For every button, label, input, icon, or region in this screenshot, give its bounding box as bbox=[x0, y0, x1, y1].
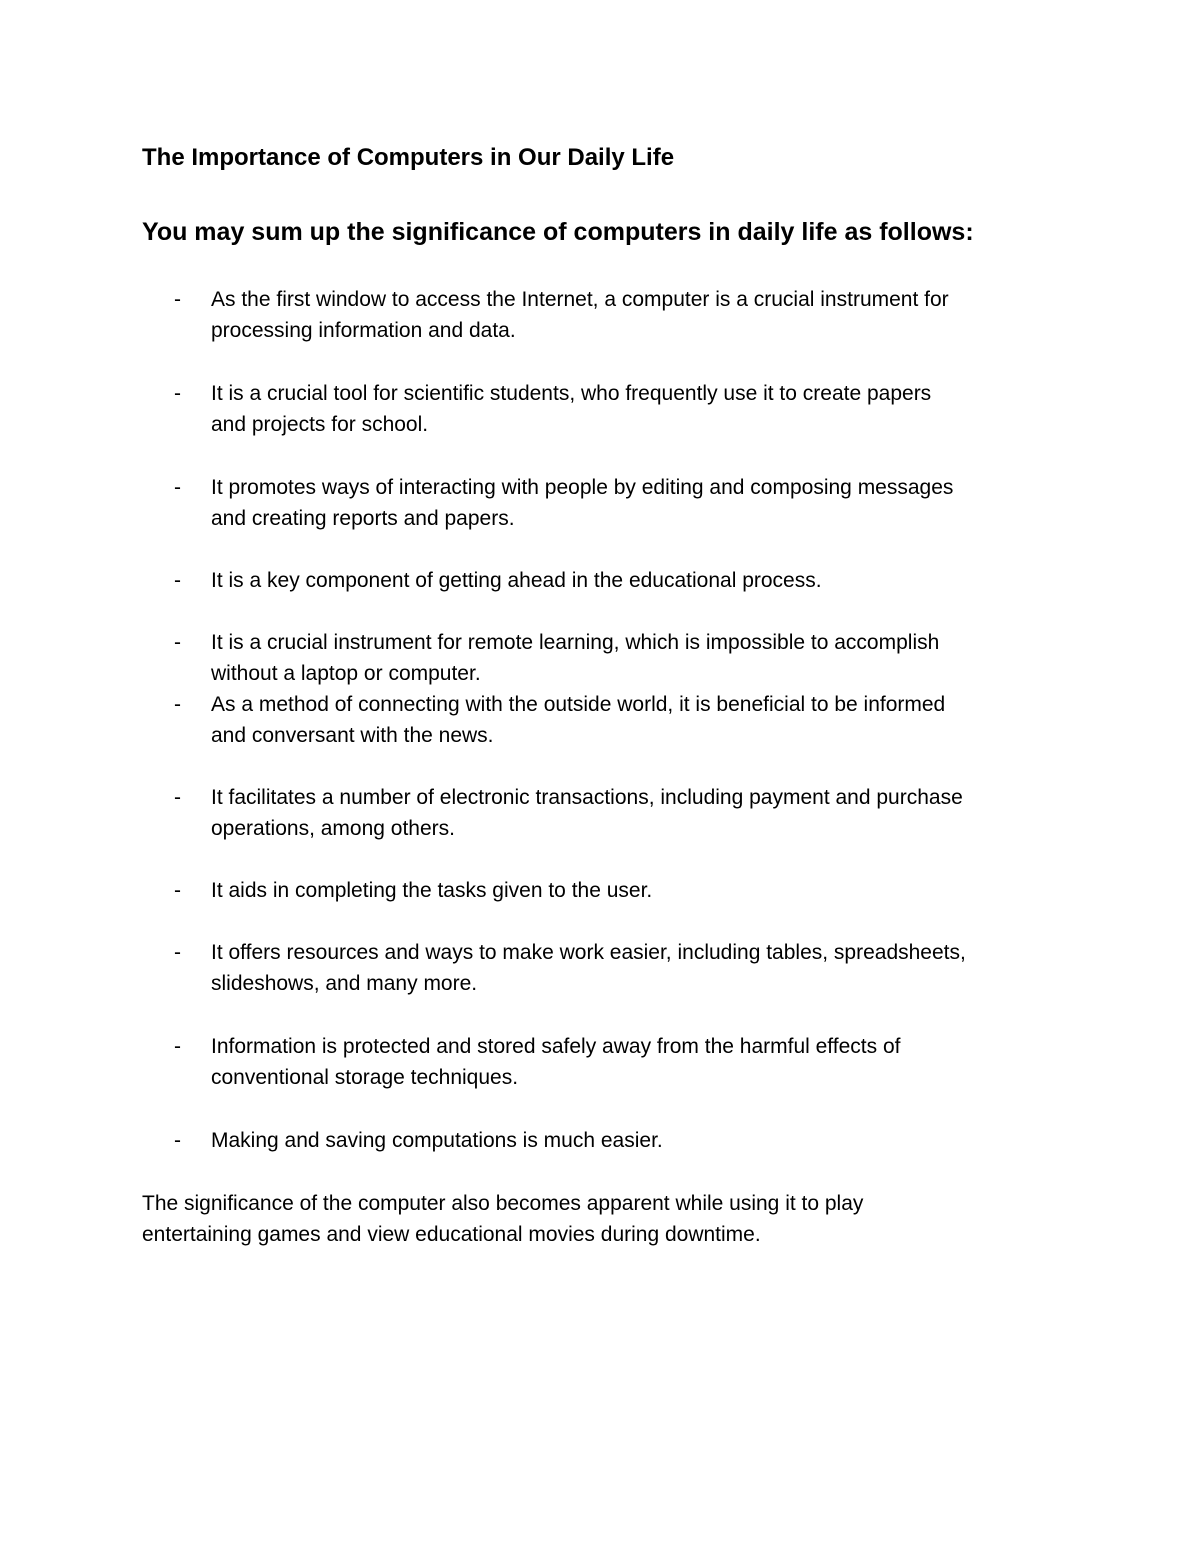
list-item-text bbox=[211, 472, 1071, 534]
list-item-text bbox=[211, 1125, 1071, 1156]
list-item-text bbox=[211, 875, 1071, 906]
bullet-dash: - bbox=[174, 941, 181, 964]
list-item-line: without a laptop or computer. bbox=[211, 662, 481, 685]
list-item-line: operations, among others. bbox=[211, 817, 455, 840]
list-item-line: conventional storage techniques. bbox=[211, 1066, 519, 1089]
bullet-dash: - bbox=[174, 1035, 181, 1058]
list-item-line: As the first window to access the Internet, a computer is a crucial instrument for bbox=[211, 288, 949, 311]
bullet-dash: - bbox=[174, 693, 181, 716]
list-item-text bbox=[211, 627, 1071, 689]
list-item-line: As a method of connecting with the outside world, it is beneficial to be informed bbox=[211, 693, 946, 716]
list-item-line: It is a crucial instrument for remote learning, which is impossible to accomplish bbox=[211, 631, 940, 654]
list-item-line: Making and saving computations is much easier. bbox=[211, 1129, 663, 1152]
list-item-line: and conversant with the news. bbox=[211, 724, 494, 747]
bullet-dash: - bbox=[174, 786, 181, 809]
list-item-line: Information is protected and stored safely away from the harmful effects of bbox=[211, 1035, 901, 1058]
list-item-line: It is a crucial tool for scientific students, who frequently use it to create papers bbox=[211, 382, 932, 405]
list-item-text bbox=[211, 689, 1071, 751]
list-item-line: It aids in completing the tasks given to the user. bbox=[211, 879, 653, 902]
list-item-text bbox=[211, 565, 1071, 596]
list-item-line: It facilitates a number of electronic transactions, including payment and purchase bbox=[211, 786, 963, 809]
list-item-text bbox=[211, 782, 1071, 844]
bullet-dash: - bbox=[174, 382, 181, 405]
closing-paragraph bbox=[142, 1188, 1002, 1250]
list-item-text bbox=[211, 1031, 1071, 1093]
page-title: The Importance of Computers in Our Daily Life bbox=[142, 144, 675, 171]
bullet-dash: - bbox=[174, 879, 181, 902]
bullet-dash: - bbox=[174, 631, 181, 654]
list-item-line: and creating reports and papers. bbox=[211, 507, 515, 530]
bullet-dash: - bbox=[174, 1129, 181, 1152]
list-item-line: It promotes ways of interacting with people by editing and composing messages bbox=[211, 476, 954, 499]
bullet-dash: - bbox=[174, 476, 181, 499]
closing-line: The significance of the computer also becomes apparent while using it to play bbox=[142, 1192, 864, 1215]
bullet-dash: - bbox=[174, 288, 181, 311]
closing-line: entertaining games and view educational movies during downtime. bbox=[142, 1223, 761, 1246]
list-item-text bbox=[211, 284, 1071, 346]
page-subtitle: You may sum up the significance of computers in daily life as follows: bbox=[142, 218, 974, 246]
list-item-line: It offers resources and ways to make work easier, including tables, spreadsheets, bbox=[211, 941, 966, 964]
list-item-text bbox=[211, 378, 1071, 440]
list-item-line: slideshows, and many more. bbox=[211, 972, 478, 995]
bullet-dash: - bbox=[174, 569, 181, 592]
list-item-text bbox=[211, 937, 1071, 999]
list-item-line: processing information and data. bbox=[211, 319, 516, 342]
list-item-line: It is a key component of getting ahead in the educational process. bbox=[211, 569, 822, 592]
list-item-line: and projects for school. bbox=[211, 413, 429, 436]
